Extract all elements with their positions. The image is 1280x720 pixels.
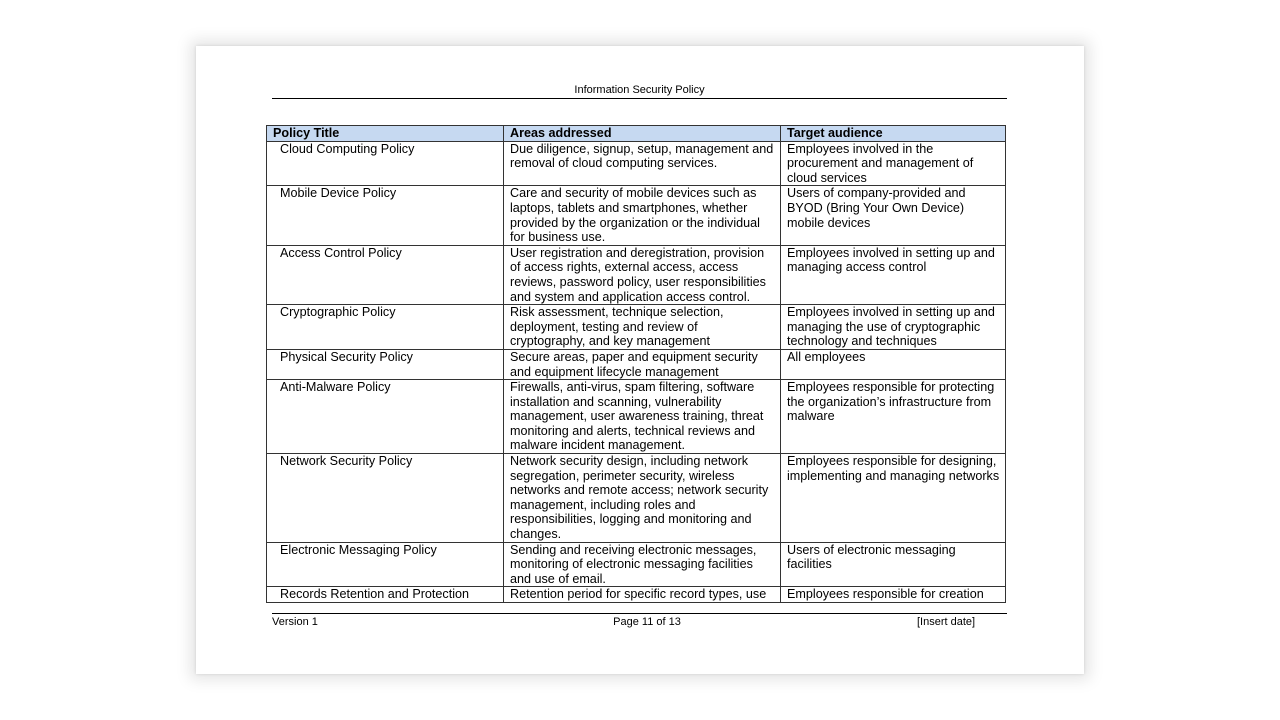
footer-divider <box>272 613 1007 614</box>
policy-title-cell: Network Security Policy <box>267 454 504 543</box>
target-audience-cell: Users of electronic messaging facilities <box>781 542 1006 587</box>
table-row <box>267 141 1006 186</box>
policy-title-cell: Records Retention and Protection <box>267 587 504 603</box>
areas-addressed-cell: Retention period for specific record types, use <box>504 587 781 603</box>
target-audience-cell: Employees involved in the procurement and management of cloud services <box>781 141 1006 186</box>
areas-addressed-cell: Sending and receiving electronic messages, monitoring of electronic messaging facilities and use of email. <box>504 542 781 587</box>
table-row <box>267 542 1006 587</box>
target-audience-cell: Employees involved in setting up and managing the use of cryptographic technology and techniques <box>781 305 1006 350</box>
table-row <box>267 454 1006 543</box>
areas-addressed-cell: Secure areas, paper and equipment security and equipment lifecycle management <box>504 349 781 379</box>
policy-title-cell: Access Control Policy <box>267 245 504 304</box>
table-row <box>267 587 1006 603</box>
header-divider <box>272 98 1007 99</box>
document-page <box>196 46 1084 674</box>
areas-addressed-cell: Risk assessment, technique selection, deployment, testing and review of cryptography, and key management <box>504 305 781 350</box>
policy-title-cell: Cloud Computing Policy <box>267 141 504 186</box>
target-audience-cell: Users of company-provided and BYOD (Bring Your Own Device) mobile devices <box>781 186 1006 245</box>
policy-title-cell: Electronic Messaging Policy <box>267 542 504 587</box>
policy-title-cell: Physical Security Policy <box>267 349 504 379</box>
areas-addressed-cell: Network security design, including network segregation, perimeter security, wireless networks and remote access; network security management, including roles and responsibilities, logging and monitoring and changes. <box>504 454 781 543</box>
table-row <box>267 186 1006 245</box>
table-header-row <box>267 126 1006 142</box>
footer-date: [Insert date] <box>917 616 976 628</box>
areas-addressed-cell: Due diligence, signup, setup, management and removal of cloud computing services. <box>504 141 781 186</box>
column-header-policy-title: Policy Title <box>267 126 504 142</box>
target-audience-cell: Employees responsible for designing, implementing and managing networks <box>781 454 1006 543</box>
column-header-target-audience: Target audience <box>781 126 1006 142</box>
policy-title-cell: Cryptographic Policy <box>267 305 504 350</box>
table-row <box>267 349 1006 379</box>
footer-page-number: Page 11 of 13 <box>613 616 681 628</box>
target-audience-cell: All employees <box>781 349 1006 379</box>
policy-title-cell: Mobile Device Policy <box>267 186 504 245</box>
areas-addressed-cell: Firewalls, anti-virus, spam filtering, software installation and scanning, vulnerability management, user awareness training, threat monitoring and alerts, technical reviews and malware incident management. <box>504 380 781 454</box>
areas-addressed-cell: Care and security of mobile devices such as laptops, tablets and smartphones, whether provided by the organization or the individual for business use. <box>504 186 781 245</box>
policy-table <box>266 125 1006 603</box>
areas-addressed-cell: User registration and deregistration, provision of access rights, external access, access reviews, password policy, user responsibilities and system and application access control. <box>504 245 781 304</box>
table-row <box>267 380 1006 454</box>
target-audience-cell: Employees responsible for protecting the organization’s infrastructure from malware <box>781 380 1006 454</box>
table-row <box>267 245 1006 304</box>
target-audience-cell: Employees responsible for creation <box>781 587 1006 603</box>
page-header-title: Information Security Policy <box>574 84 705 96</box>
footer-version: Version 1 <box>272 616 318 628</box>
policy-title-cell: Anti-Malware Policy <box>267 380 504 454</box>
target-audience-cell: Employees involved in setting up and managing access control <box>781 245 1006 304</box>
table-row <box>267 305 1006 350</box>
column-header-areas-addressed: Areas addressed <box>504 126 781 142</box>
